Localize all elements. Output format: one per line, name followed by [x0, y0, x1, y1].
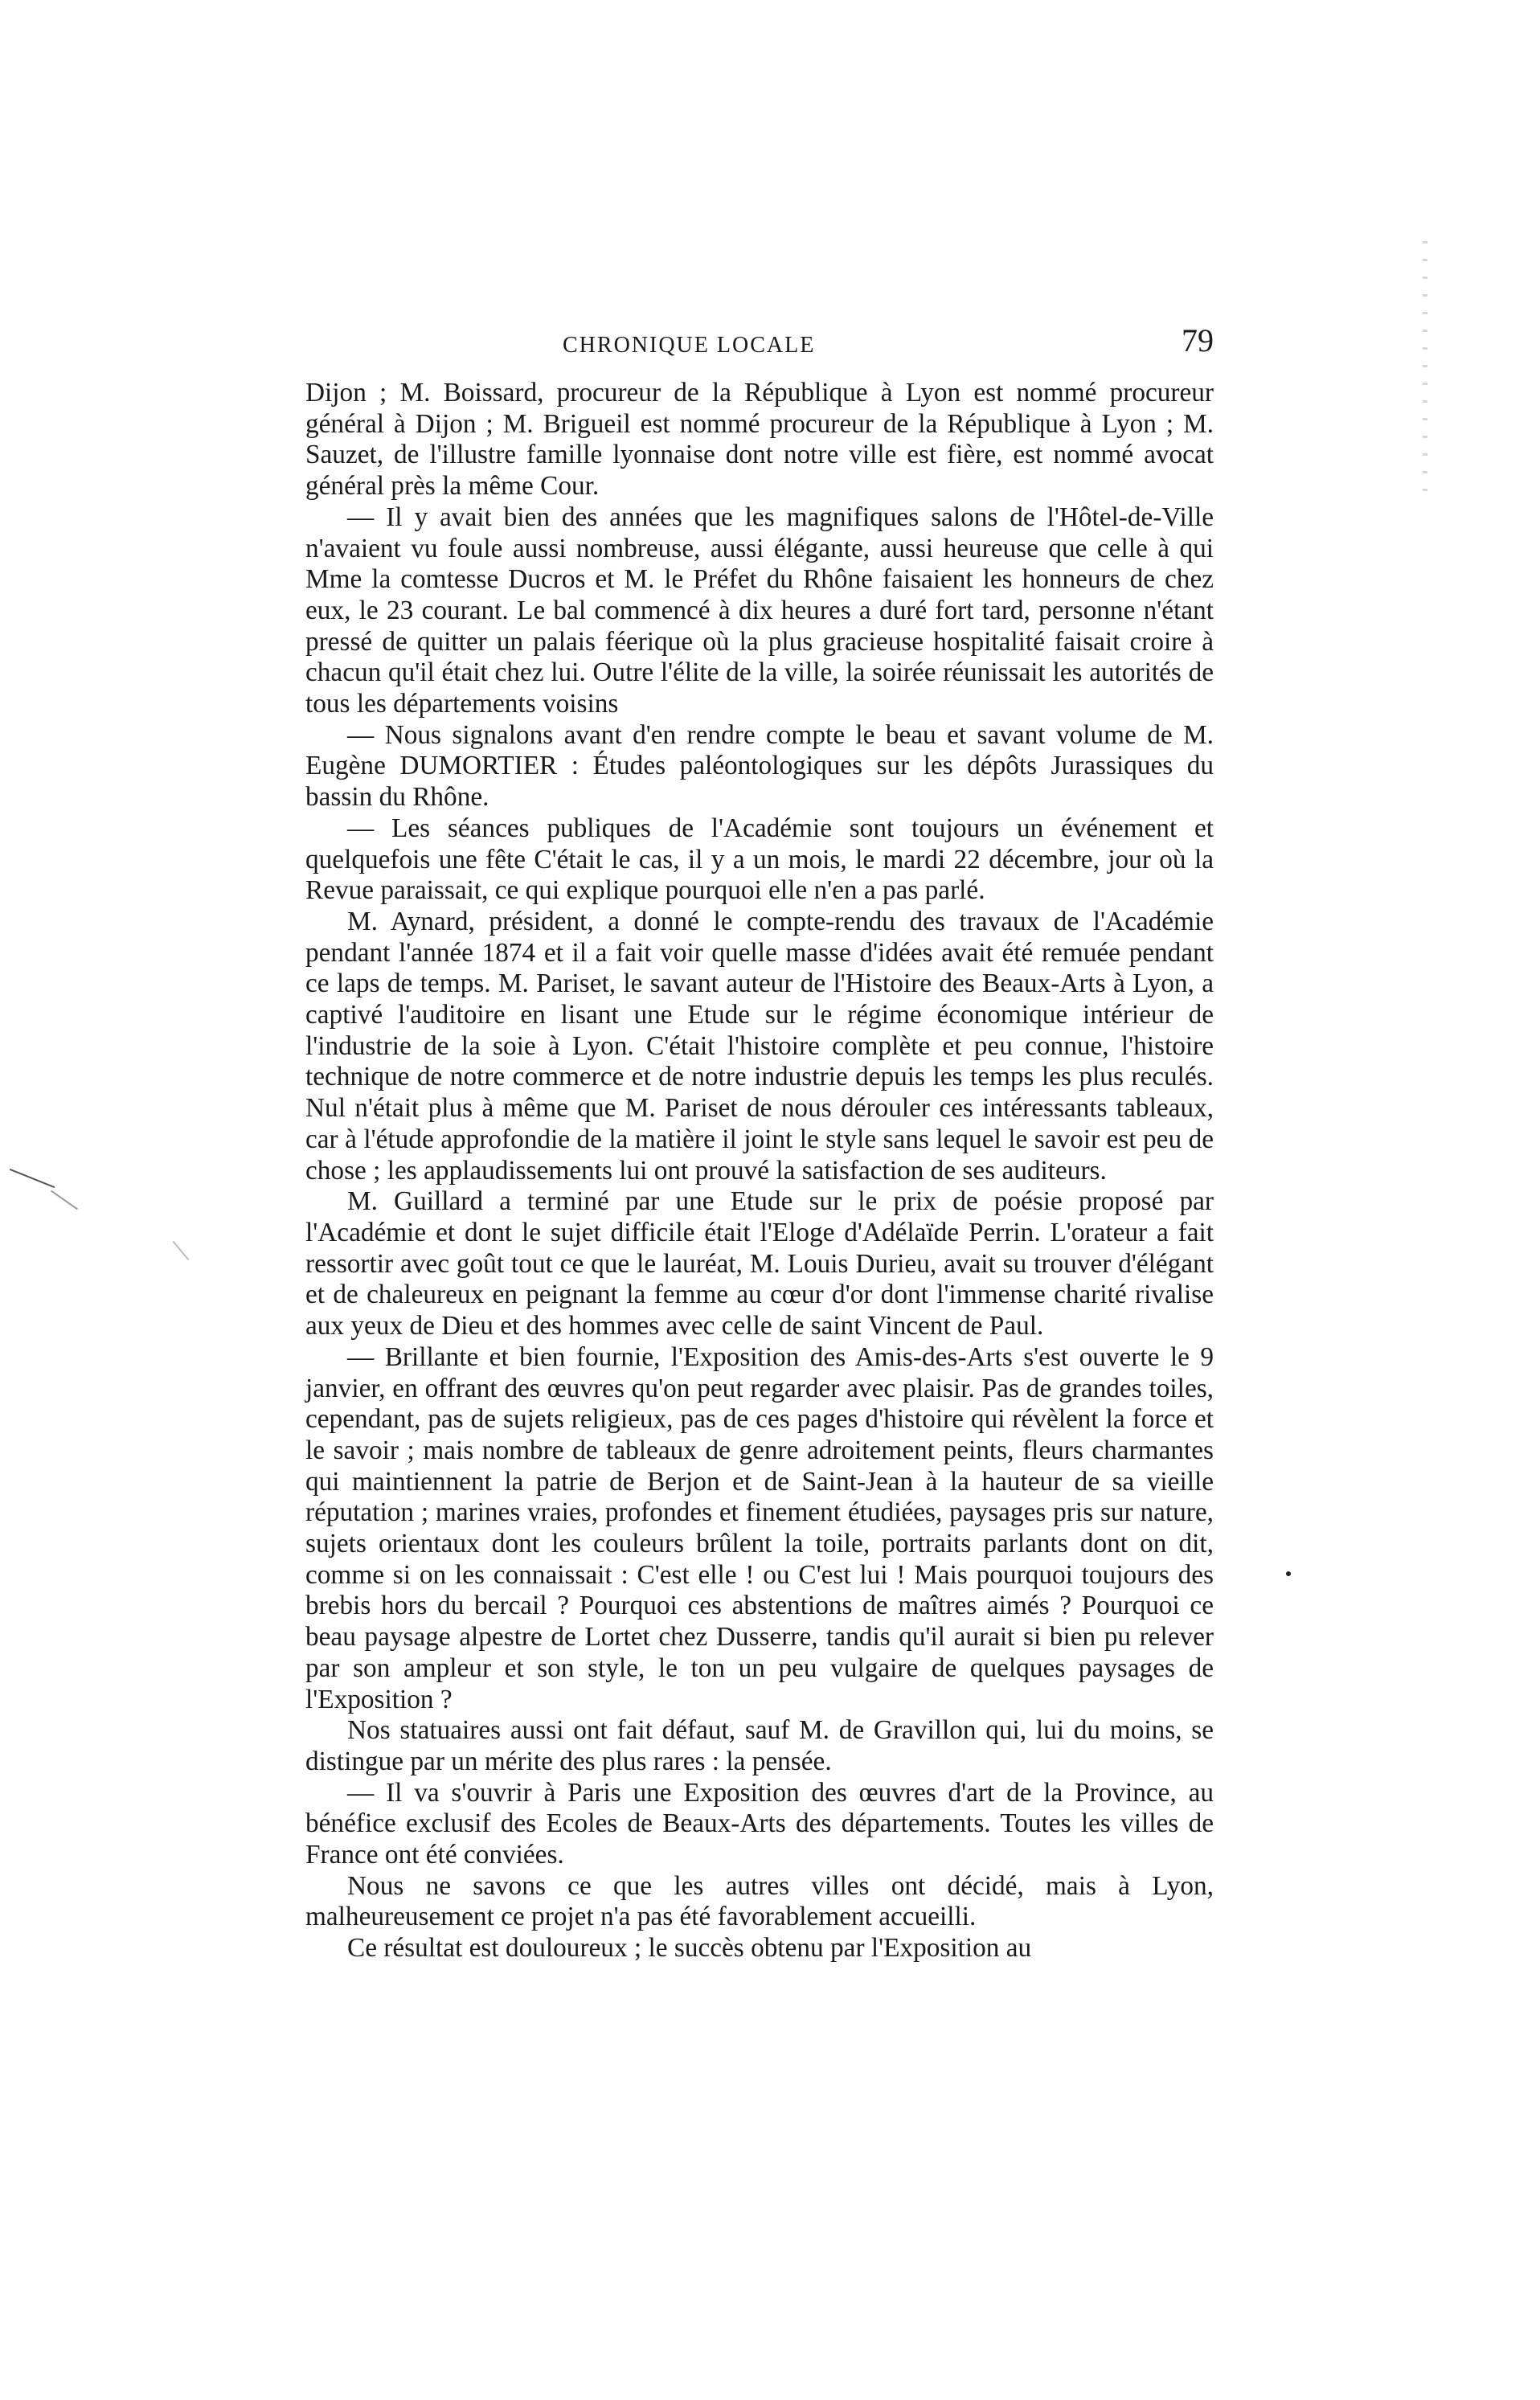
paragraph: — Il y avait bien des années que les magnifiques salons de l'Hôtel-de-Ville n'avaient vu foule aussi nombreuse, aussi élégante, aussi heureuse que celle à qui Mme la comtesse Ducros et M. le Préfet du Rhône faisaient les honneurs de chez eux, le 23 courant. Le bal commencé à dix heures a duré fort tard, personne n'étant pressé de quitter un palais féerique où la plus gracieuse hospitalité faisait croire à chacun qu'il était chez lui. Outre l'élite de la ville, la soirée réunissait les autorités de tous les départements voisins — [305, 502, 1214, 719]
margin-dot — [1286, 1571, 1291, 1576]
edge-specks — [1423, 241, 1427, 498]
page-header — [305, 322, 1214, 370]
margin-scan-mark — [10, 1169, 55, 1188]
paragraph: M. Guillard a terminé par une Etude sur le prix de poésie proposé par l'Académie et dont le sujet difficile était l'Eloge d'Adélaïde Perrin. L'orateur a fait ressortir avec goût tout ce que le lauréat, M. Louis Durieu, avait su trouver d'élégant et de chaleureux en peignant la femme au cœur d'or dont l'immense charité rivalise aux yeux de Dieu et des hommes avec celle de saint Vincent de Paul. — [305, 1186, 1214, 1341]
paragraph: Dijon ; M. Boissard, procureur de la République à Lyon est nommé procureur général à Dijon ; M. Brigueil est nommé procureur de la République à Lyon ; M. Sauzet, de l'illustre famille lyonnaise dont notre ville est fière, est nommé avocat général près la même Cour. — [305, 378, 1214, 502]
margin-scan-mark — [51, 1190, 78, 1210]
paragraph: — Nous signalons avant d'en rendre compte le beau et savant volume de M. Eugène DUMORTIER : Études paléontologiques sur les dépôts Jurassiques du bassin du Rhône. — [305, 719, 1214, 813]
paragraph: — Brillante et bien fournie, l'Exposition des Amis-des-Arts s'est ouverte le 9 janvier, en offrant des œuvres qu'on peut regarder avec plaisir. Pas de grandes toiles, cependant, pas de sujets religieux, pas de ces pages d'histoire qui révèlent la force et le savoir ; mais nombre de tableaux de genre adroitement peints, fleurs charmantes qui maintiennent la patrie de Berjon et de Saint-Jean à la hauteur de sa vieille réputation ; marines vraies, profondes et finement étudiées, paysages pris sur nature, sujets orientaux dont les couleurs brûlent la toile, portraits parlants dont on dit, comme si on les connaissait : C'est elle ! ou C'est lui ! Mais pourquoi toujours des brebis hors du bercail ? Pourquoi ces abstentions de maîtres aimés ? Pourquoi ce beau paysage alpestre de Lortet chez Dusserre, tandis qu'il aurait si bien pu relever par son ampleur et son style, le ton un peu vulgaire de quelques paysages de l'Exposition ? — [305, 1341, 1214, 1714]
page-number: 79 — [1182, 322, 1214, 358]
running-head: CHRONIQUE LOCALE — [563, 333, 816, 358]
paragraph: — Il va s'ouvrir à Paris une Exposition des œuvres d'art de la Province, au bénéfice exclusif des Ecoles de Beaux-Arts des départements. Toutes les villes de France ont été conviées. — [305, 1777, 1214, 1870]
paragraph: — Les séances publiques de l'Académie sont toujours un événement et quelquefois une fête C'était le cas, il y a un mois, le mardi 22 décembre, jour où la Revue paraissait, ce qui explique pourquoi elle n'en a pas parlé. — [305, 813, 1214, 906]
paragraph: M. Aynard, président, a donné le compte-rendu des travaux de l'Académie pendant l'année 1874 et il a fait voir quelle masse d'idées avait été remuée pendant ce laps de temps. M. Pariset, le savant auteur de l'Histoire des Beaux-Arts à Lyon, a captivé l'auditoire en lisant une Etude sur le régime économique intérieur de l'industrie de la soie à Lyon. C'était l'histoire complète et peu connue, l'histoire technique de notre commerce et de notre industrie depuis les temps les plus reculés. Nul n'était plus à même que M. Pariset de nous dérouler ces intéressants tableaux, car à l'étude approfondie de la matière il joint le style sans lequel le savoir est peu de chose ; les applaudissements lui ont prouvé la satisfaction de ses auditeurs. — [305, 906, 1214, 1186]
chronicle-body — [305, 378, 1214, 1964]
paragraph: Nos statuaires aussi ont fait défaut, sauf M. de Gravillon qui, lui du moins, se distingue par un mérite des plus rares : la pensée. — [305, 1715, 1214, 1776]
margin-scan-mark — [173, 1241, 190, 1260]
paragraph: Nous ne savons ce que les autres villes ont décidé, mais à Lyon, malheureusement ce projet n'a pas été favorablement accueilli. — [305, 1870, 1214, 1932]
paragraph: Ce résultat est douloureux ; le succès obtenu par l'Exposition au — [347, 1933, 1032, 1964]
